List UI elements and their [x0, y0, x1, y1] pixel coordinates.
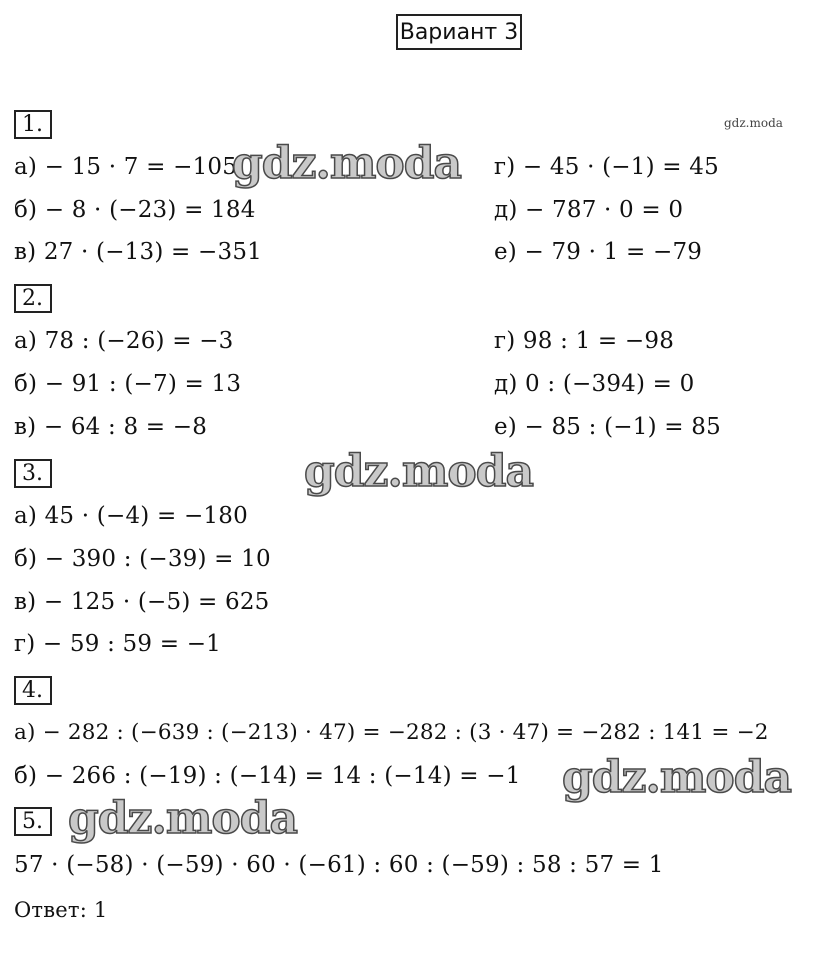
watermark-2: gdz.moda	[304, 446, 534, 497]
task-1-e: д) − 787 · 0 = 0	[494, 197, 684, 223]
task-5-number: 5.	[14, 807, 52, 836]
task-5-expression: 57 · (−58) · (−59) · 60 · (−61) : 60 : (−59) : 58 : 57 = 1	[14, 852, 664, 878]
watermark-1: gdz.moda	[232, 138, 462, 189]
task-2-b: б) − 91 : (−7) = 13	[14, 371, 242, 397]
page-title: Вариант 3	[396, 14, 522, 50]
task-4-a: а) − 282 : (−639 : (−213) · 47) = −282 : (3 · 47) = −282 : 141 = −2	[14, 720, 769, 745]
watermark-4: gdz.moda	[68, 793, 298, 844]
task-3-d: г) − 59 : 59 = −1	[14, 631, 222, 657]
task-4-number: 4.	[14, 676, 52, 705]
task-1-b: б) − 8 · (−23) = 184	[14, 197, 256, 223]
task-1-c: в) 27 · (−13) = −351	[14, 239, 262, 265]
task-2-f: е) − 85 : (−1) = 85	[494, 414, 721, 440]
task-2-d: г) 98 : 1 = −98	[494, 328, 675, 354]
task-3-c: в) − 125 · (−5) = 625	[14, 589, 270, 615]
task-1-d: г) − 45 · (−1) = 45	[494, 154, 719, 180]
watermark-3: gdz.moda	[562, 752, 792, 803]
task-5-answer: Ответ: 1	[14, 898, 108, 922]
task-1-a: а) − 15 · 7 = −105	[14, 154, 238, 180]
task-3-b: б) − 390 : (−39) = 10	[14, 546, 271, 572]
task-1-number: 1.	[14, 110, 52, 139]
task-3-number: 3.	[14, 459, 52, 488]
watermark-small: gdz.moda	[724, 116, 783, 130]
task-2-a: а) 78 : (−26) = −3	[14, 328, 234, 354]
task-4-b: б) − 266 : (−19) : (−14) = 14 : (−14) = −1	[14, 763, 521, 789]
task-2-c: в) − 64 : 8 = −8	[14, 414, 208, 440]
task-3-a: а) 45 · (−4) = −180	[14, 503, 248, 529]
task-2-number: 2.	[14, 284, 52, 313]
task-1-f: е) − 79 · 1 = −79	[494, 239, 703, 265]
task-2-e: д) 0 : (−394) = 0	[494, 371, 695, 397]
